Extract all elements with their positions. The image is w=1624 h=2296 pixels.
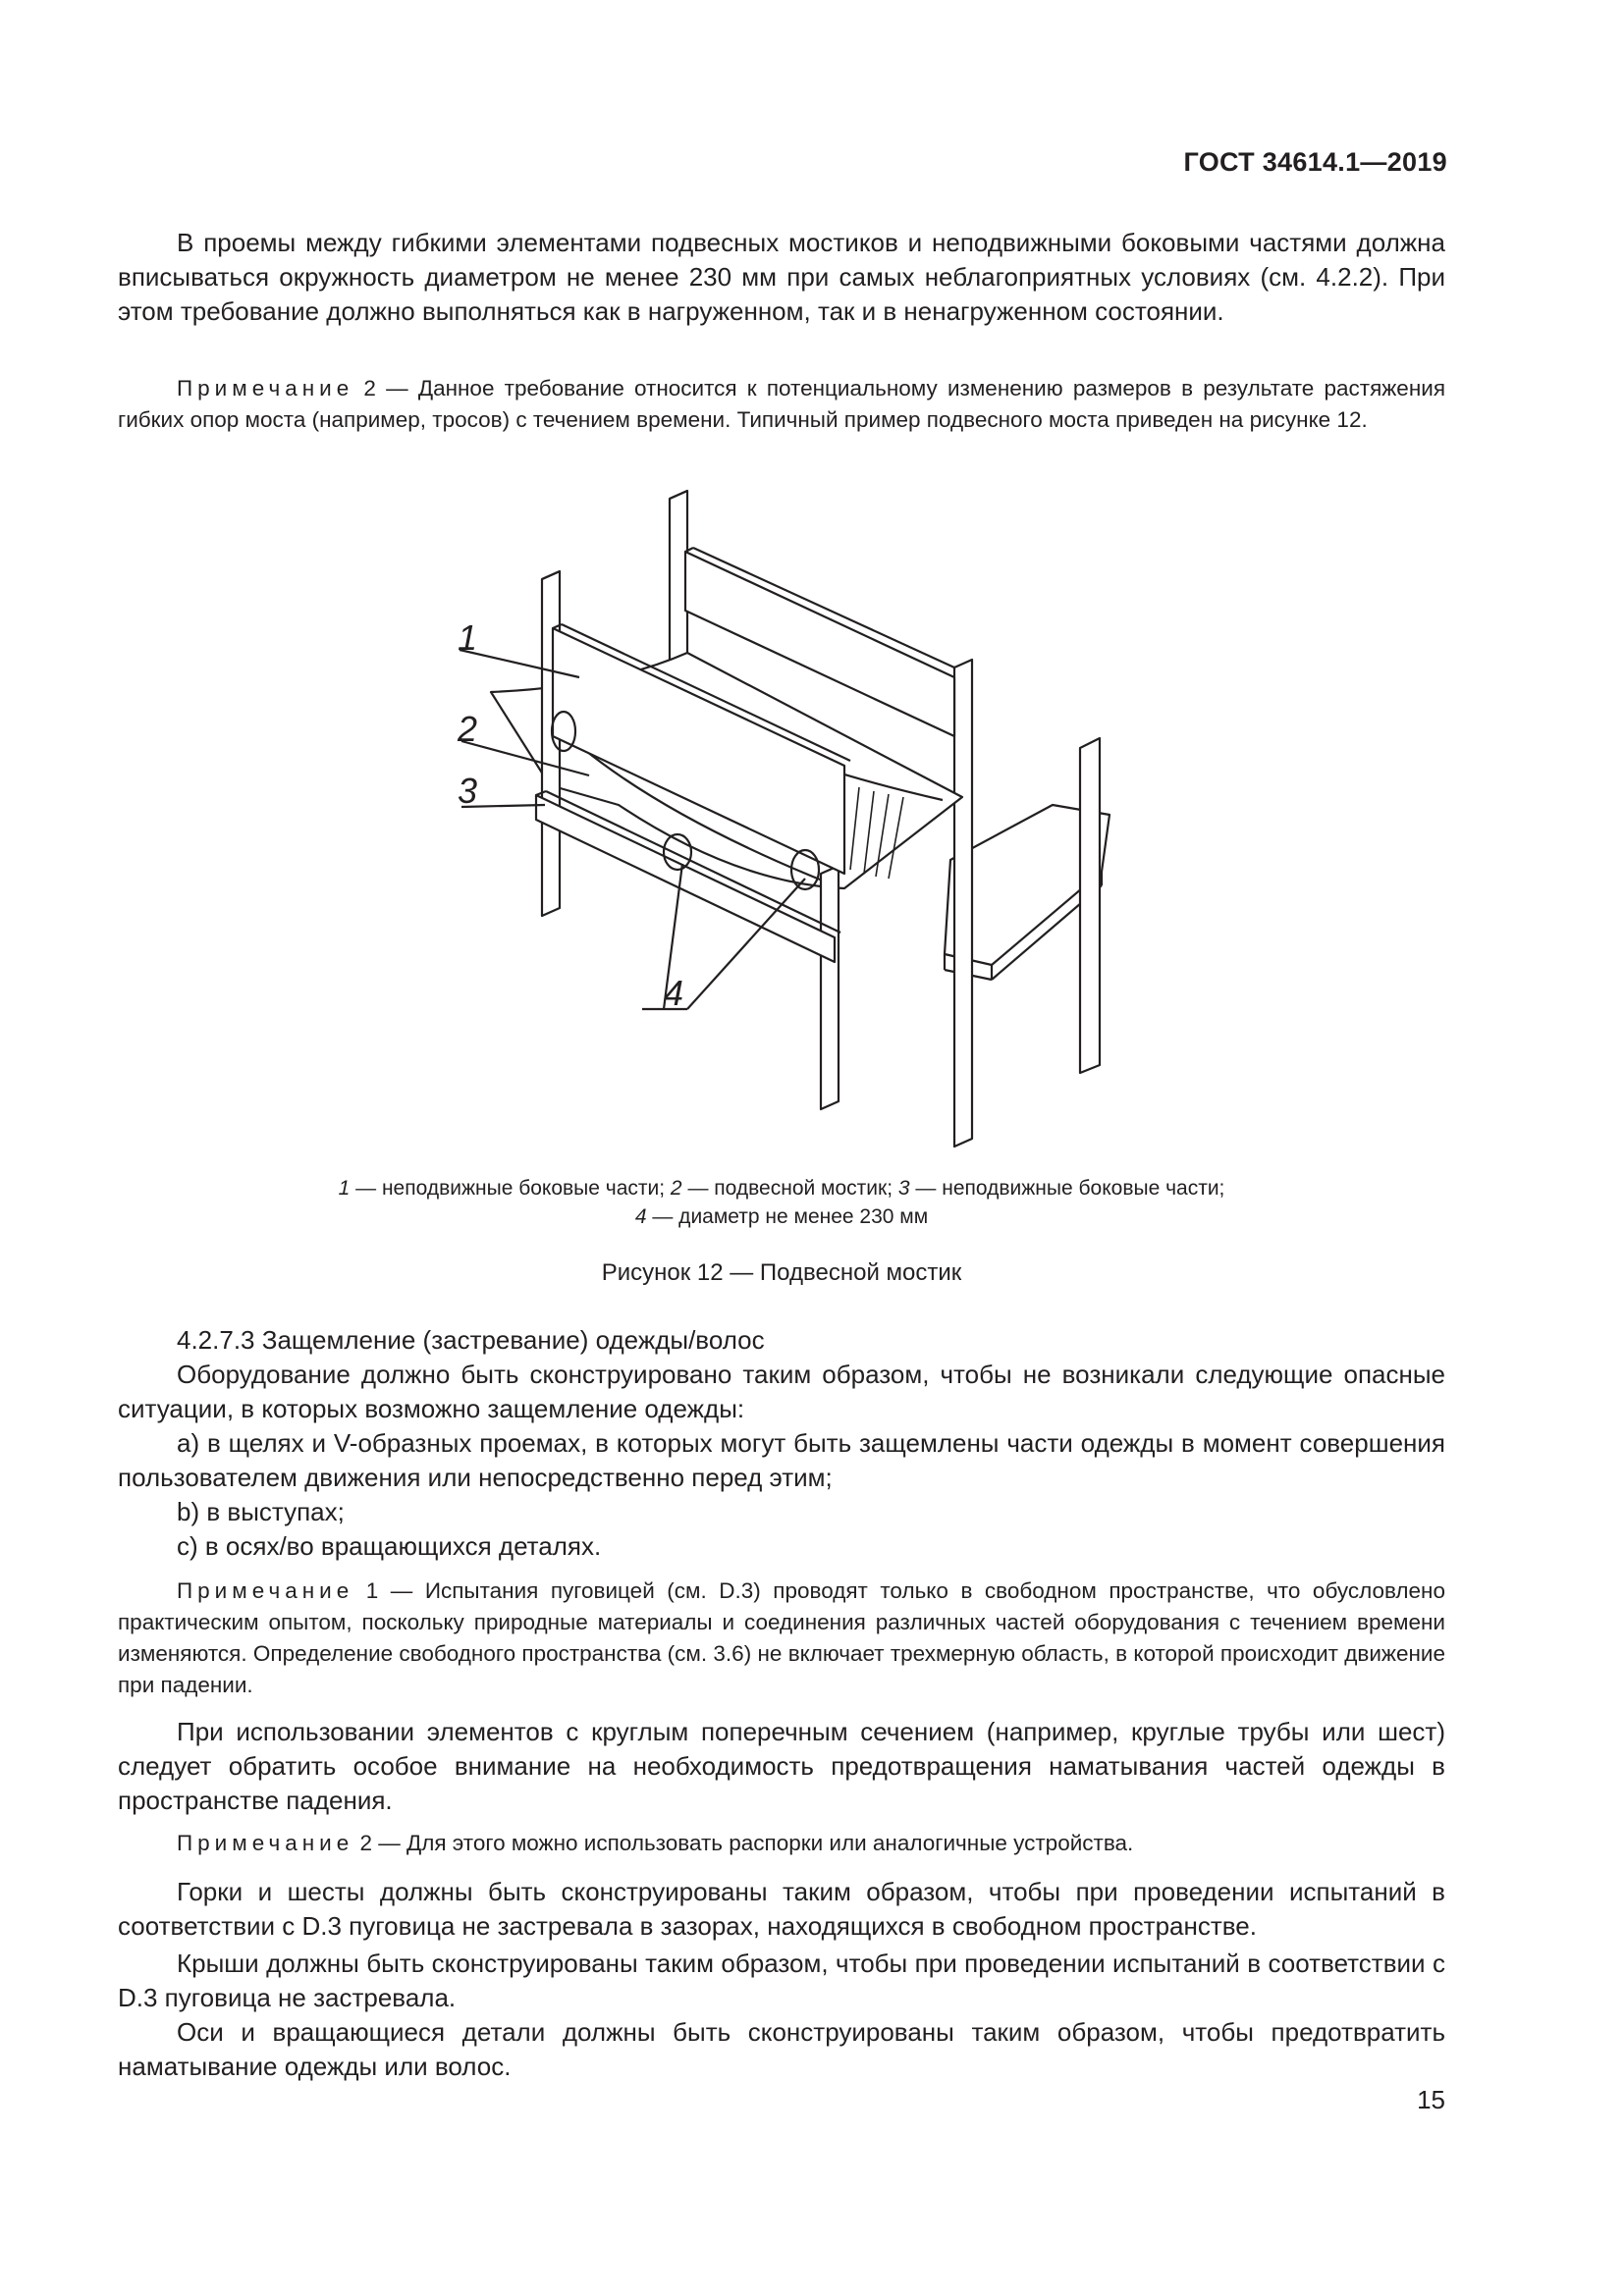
note-prefix: Примечание xyxy=(177,1831,354,1855)
section-intro: Оборудование должно быть сконструировано таким образом, чтобы не возникали следующие опасные ситуации, в которых возможно защемление одежды: xyxy=(118,1360,1445,1423)
legend-text-1: — неподвижные боковые части; xyxy=(350,1177,671,1200)
legend-num-3: 3 xyxy=(897,1177,910,1200)
note-text: 2 — Данное требование относится к потенциальному изменению размеров в результате растяжения гибких опор моста (например, тросов) с течением времени. Типичный пример подвесного моста приведен на рисунке 12. xyxy=(118,376,1445,432)
paragraph-slides: Горки и шесты должны быть сконструированы таким образом, чтобы при проведении испытаний в соответствии с D.3 пуговица не застревала в зазорах, находящихся в свободном пространстве. xyxy=(118,1877,1445,1941)
page-number: 15 xyxy=(1417,2085,1445,2114)
paragraph-openings: В проемы между гибкими элементами подвесных мостиков и неподвижными боковыми частями должна вписываться окружность диаметром не менее 230 мм при самых неблагоприятных условиях (см. 4.2.2). При этом требование должно выполняться как в нагруженном, так и в ненагруженном состоянии. xyxy=(118,228,1445,326)
figure-label-1: 1 xyxy=(458,617,478,658)
note-prefix: Примечание xyxy=(177,1578,354,1603)
list-item-c: c) в осях/во вращающихся деталях. xyxy=(177,1531,602,1561)
figure-label-4: 4 xyxy=(664,973,684,1013)
note-prefix: Примечание xyxy=(177,376,354,400)
note-1-button-test xyxy=(118,1575,1445,1701)
note-text: 1 — Испытания пуговицей (см. D.3) проводят только в свободном пространстве, что обусловлено практическим опытом, поскольку природные материалы и соединения различных частей оборудования с течением времени изменяются. Определение свободного пространства (см. 3.6) не включает трехмерную область, в которой происходит движение при падении. xyxy=(118,1578,1445,1697)
paragraph-roofs: Крыши должны быть сконструированы таким образом, чтобы при проведении испытаний в соответствии с D.3 пуговица не застревала. xyxy=(118,1949,1445,2012)
legend-text-3: — неподвижные боковые части; xyxy=(909,1177,1225,1200)
list-item-b: b) в выступах; xyxy=(177,1497,345,1526)
paragraph-axes: Оси и вращающиеся детали должны быть сконструированы таким образом, чтобы предотвратить наматывание одежды или волос. xyxy=(118,2017,1445,2081)
figure-legend-line-2 xyxy=(118,1202,1445,1231)
figure-label-2: 2 xyxy=(458,709,478,749)
legend-num-4: 4 xyxy=(634,1205,647,1228)
note-2-spacers xyxy=(118,1828,1445,1859)
list-item-a: a) в щелях и V-образных проемах, в которых могут быть защемлены части одежды в момент совершения пользователем движения или непосредственно перед этим; xyxy=(118,1428,1445,1492)
figure-title: Рисунок 12 — Подвесной мостик xyxy=(601,1259,962,1286)
figure-legend xyxy=(118,1174,1445,1231)
paragraph-round-elements: При использовании элементов с круглым поперечным сечением (например, круглые трубы или шест) следует обратить особое внимание на необходимость предотвращения наматывания частей одежды в пространстве падения. xyxy=(118,1717,1445,1815)
legend-num-1: 1 xyxy=(338,1177,351,1200)
figure-legend-line-1 xyxy=(118,1174,1445,1202)
legend-text-2: — подвесной мостик; xyxy=(681,1177,898,1200)
note-text: 2 — Для этого можно использовать распорки или аналогичные устройства. xyxy=(353,1831,1134,1855)
section-heading: 4.2.7.3 Защемление (застревание) одежды/волос xyxy=(177,1325,765,1355)
document-id-header: ГОСТ 34614.1—2019 xyxy=(1183,147,1447,177)
legend-num-2: 2 xyxy=(670,1177,682,1200)
legend-text-4: — диаметр не менее 230 мм xyxy=(646,1205,929,1228)
figure-label-3: 3 xyxy=(458,771,478,811)
